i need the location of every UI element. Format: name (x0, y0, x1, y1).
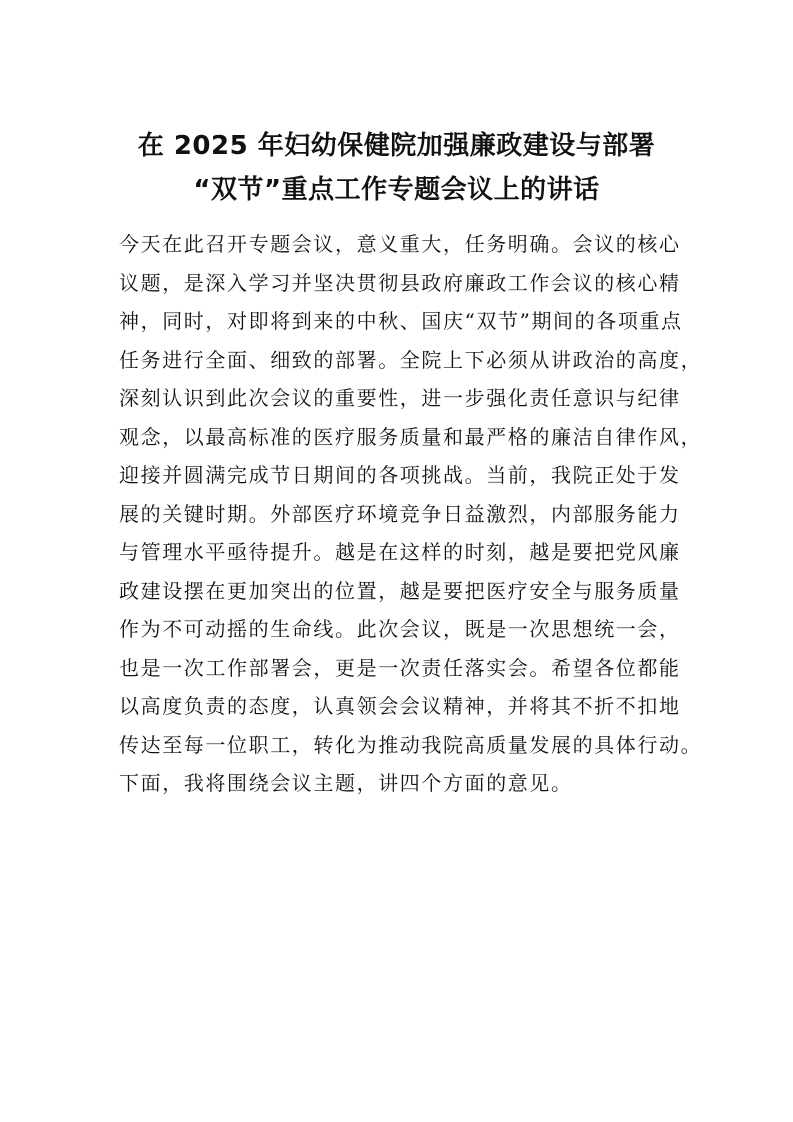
body-line: 迎接并圆满完成节日期间的各项挑战。当前，我院正处于发 (119, 463, 681, 487)
body-line: 以高度负责的态度，认真领会会议精神，并将其不折不扣地 (119, 694, 681, 718)
document-title (0, 124, 793, 212)
body-line: 展的关键时期。外部医疗环境竞争日益激烈，内部服务能力 (119, 501, 681, 526)
title-line-1: 在 2025 年妇幼保健院加强廉政建设与部署 (137, 131, 656, 161)
document-body (119, 225, 703, 803)
body-line: 深刻认识到此次会议的重要性，进一步强化责任意识与纪律 (119, 386, 681, 410)
body-line: 任务进行全面、细致的部署。全院上下必须从讲政治的高度， (119, 347, 703, 372)
body-line: 也是一次工作部署会，更是一次责任落实会。希望各位都能 (119, 655, 681, 680)
body-line: 今天在此召开专题会议，意义重大，任务明确。会议的核心 (119, 232, 681, 256)
body-line: 与管理水平亟待提升。越是在这样的时刻，越是要把党风廉 (119, 540, 681, 564)
body-line: 传达至每一位职工，转化为推动我院高质量发展的具体行动。 (119, 732, 703, 757)
body-line: 议题，是深入学习并坚决贯彻县政府廉政工作会议的核心精 (119, 270, 681, 295)
body-line: 政建设摆在更加突出的位置，越是要把医疗安全与服务质量 (119, 578, 681, 603)
title-line-2: “双节”重点工作专题会议上的讲话 (193, 175, 600, 205)
body-line: 作为不可动摇的生命线。此次会议，既是一次思想统一会， (119, 617, 681, 641)
body-line: 下面，我将围绕会议主题，讲四个方面的意见。 (119, 771, 573, 795)
body-line: 观念，以最高标准的医疗服务质量和最严格的廉洁自律作风， (119, 424, 703, 449)
body-line: 神，同时，对即将到来的中秋、国庆“双节”期间的各项重点 (119, 309, 683, 333)
